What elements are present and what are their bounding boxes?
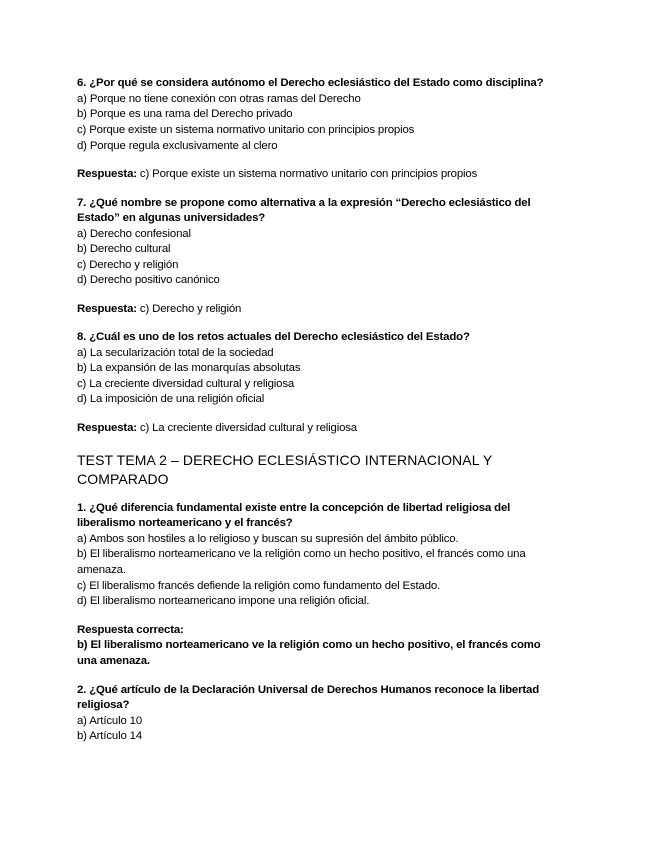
t2q1-answer-label: Respuesta correcta:: [77, 624, 184, 636]
q8-option-d: d) La imposición de una religión oficial: [77, 393, 265, 405]
question-7-line-2: Estado” en algunas universidades?: [77, 212, 266, 224]
answer-label: Respuesta:: [77, 303, 137, 315]
q8-option-b: b) La expansión de las monarquías absolutas: [77, 362, 301, 374]
question-8: 8. ¿Cuál es uno de los retos actuales del Derecho eclesiástico del Estado?: [77, 331, 470, 343]
section-title-line-1: TEST TEMA 2 – DERECHO ECLESIÁSTICO INTERNACIONAL Y: [77, 452, 493, 468]
section-title-line-2: COMPARADO: [77, 471, 169, 487]
answer-label: Respuesta:: [77, 422, 137, 434]
answer-text: c) Derecho y religión: [136, 303, 242, 315]
answer-label: Respuesta:: [77, 168, 137, 180]
t2q2-option-a: a) Artículo 10: [77, 715, 143, 727]
t2q1-option-c: c) El liberalismo francés defiende la religión como fundamento del Estado.: [77, 580, 441, 592]
q7-option-b: b) Derecho cultural: [77, 243, 171, 255]
q7-option-a: a) Derecho confesional: [77, 228, 191, 240]
t2-question-1-line-1: 1. ¿Qué diferencia fundamental existe entre la concepción de libertad religiosa del: [77, 502, 511, 514]
q7-answer: [77, 302, 241, 316]
q6-option-d: d) Porque regula exclusivamente al clero: [77, 140, 278, 152]
question-7-line-1: 7. ¿Qué nombre se propone como alternativa a la expresión “Derecho eclesiástico del: [77, 197, 531, 209]
q6-option-c: c) Porque existe un sistema normativo unitario con principios propios: [77, 124, 415, 136]
t2-question-1-line-2: liberalismo norteamericano y el francés?: [77, 517, 293, 529]
q6-option-b: b) Porque es una rama del Derecho privado: [77, 108, 293, 120]
t2q1-option-b: b) El liberalismo norteamericano ve la religión como un hecho positivo, el francés como una: [77, 548, 526, 560]
t2q1-option-b-cont: amenaza.: [77, 564, 126, 576]
answer-text: c) Porque existe un sistema normativo unitario con principios propios: [136, 168, 478, 180]
q6-option-a: a) Porque no tiene conexión con otras ramas del Derecho: [77, 93, 361, 105]
t2-question-2-line-1: 2. ¿Qué artículo de la Declaración Universal de Derechos Humanos reconoce la libertad: [77, 684, 540, 696]
t2q1-option-d: d) El liberalismo norteamericano impone una religión oficial.: [77, 595, 370, 607]
t2q1-option-a: a) Ambos son hostiles a lo religioso y buscan su supresión del ámbito público.: [77, 533, 459, 545]
q8-answer: [77, 421, 357, 435]
t2-question-2-line-2: religiosa?: [77, 699, 130, 711]
q8-option-a: a) La secularización total de la sociedad: [77, 347, 274, 359]
q6-answer: [77, 167, 477, 181]
t2q2-option-b: b) Artículo 14: [77, 730, 143, 742]
q8-option-c: c) La creciente diversidad cultural y religiosa: [77, 378, 295, 390]
t2q1-answer-line-2: una amenaza.: [77, 655, 150, 667]
q7-option-c: c) Derecho y religión: [77, 259, 179, 271]
question-6: 6. ¿Por qué se considera autónomo el Derecho eclesiástico del Estado como disciplina?: [77, 77, 544, 89]
t2q1-answer-line-1: b) El liberalismo norteamericano ve la religión como un hecho positivo, el francés como: [77, 639, 541, 651]
answer-text: c) La creciente diversidad cultural y religiosa: [136, 422, 357, 434]
q7-option-d: d) Derecho positivo canónico: [77, 274, 220, 286]
